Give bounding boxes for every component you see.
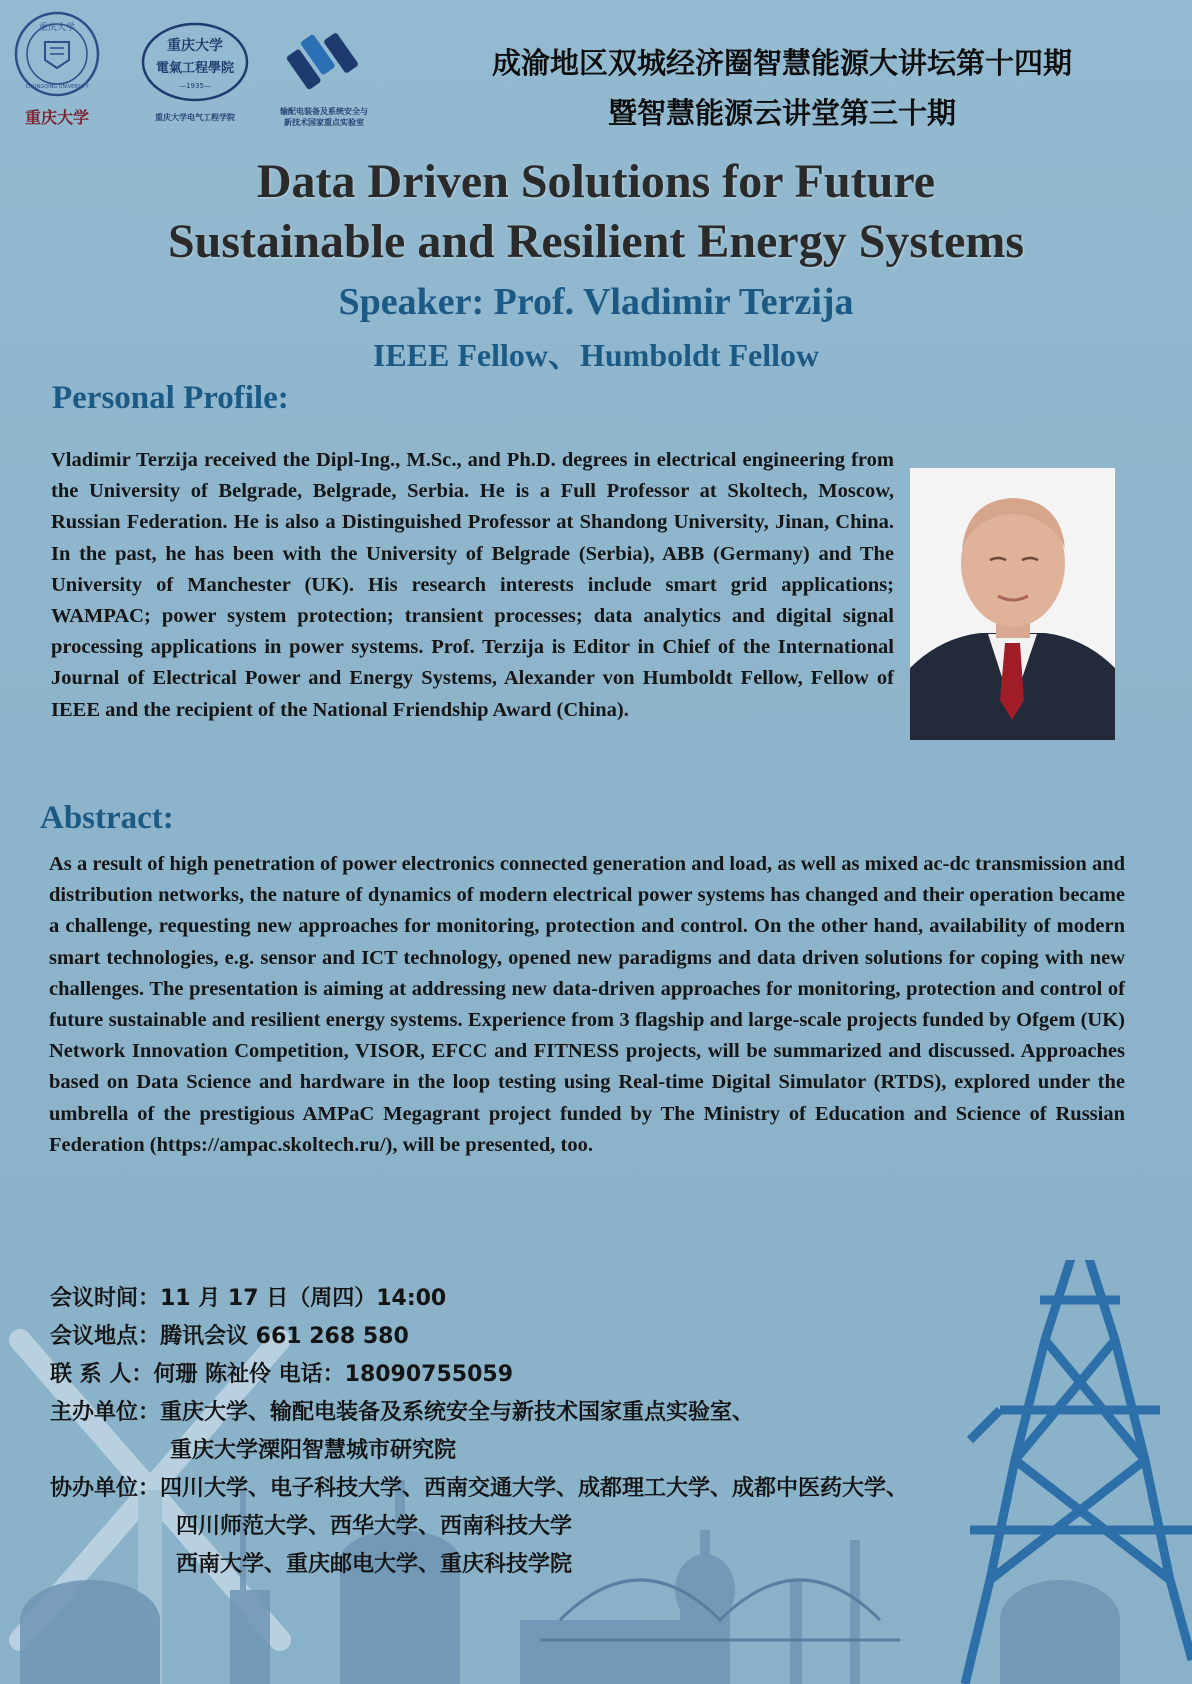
profile-text: Vladimir Terzija received the Dipl-Ing., M.Sc., and Ph.D. degrees in electrical engineering from the University of Belgrade, Belgrade, Serbia. He is a Full Professor at Skoltech, Moscow, Russian Federation. He is also a Distinguished Professor at Shandong University, Jinan, China. In the past, he has been with the University of Belgrade (Serbia), ABB (Germany) and The University of Manchester (UK). His research interests include smart grid applications; WAMPAC; power system protection; transient processes; data analytics and digital signal processing applications in power systems. Prof. Terzija is Editor in Chief of the International Journal of Electrical Power and Energy Systems, Alexander von Humboldt Fellow, Fellow of IEEE and the recipient of the National Friendship Award (China).	[51, 449, 894, 721]
meeting-time: 会议时间：11 月 17 日（周四）14:00	[50, 1286, 447, 1311]
profile-heading: Personal Profile:	[52, 380, 289, 416]
header-line-1: 成渝地区双城经济圈智慧能源大讲坛第十四期	[491, 46, 1072, 80]
abstract-text: As a result of high penetration of power electronics connected generation and load, as well as mixed ac-dc transmission and distribution networks, the nature of dynamics of modern electrical power systems has changed and their operation became a challenge, requesting new approaches for monitoring, protection and control. On the other hand, availability of modern smart technologies, e.g. sensor and ICT technology, opened new paradigms and data driven solutions for coping with new challenges. The presentation is aiming at addressing new data-driven approaches for monitoring, protection and control of future sustainable and resilient energy systems. Experience from 3 flagship and large-scale projects funded by Ofgem (UK) Network Innovation Competition, VISOR, EFCC and FITNESS projects, will be summarized and discussed. Approaches based on Data Science and hardware in the loop testing using Real-time Digital Simulator (RTDS), explored under the umbrella of the prestigious AMPaC Megagrant project funded by The Ministry of Education and Science of Russian Federation (https://ampac.skoltech.ru/), will be presented, too.	[49, 853, 1125, 1156]
event-series-header	[402, 38, 1162, 138]
ee-school-caption: 重庆大学电气工程学院	[155, 113, 235, 122]
host-units-line-2: 重庆大学溧阳智慧城市研究院	[170, 1438, 457, 1463]
speaker-name: Speaker: Prof. Vladimir Terzija	[338, 281, 854, 323]
co-host-units-line-2: 四川师范大学、西华大学、西南科技大学	[176, 1514, 573, 1539]
meeting-info	[50, 1280, 908, 1584]
cqu-seal-ring-text: CHONGQING UNIVERSITY	[25, 84, 89, 90]
ee-badge-school: 電氣工程學院	[155, 61, 235, 76]
speaker-fellowships: IEEE Fellow、Humboldt Fellow	[372, 337, 820, 373]
host-units-line-1: 主办单位：重庆大学、输配电装备及系统安全与新技术国家重点实验室、	[50, 1400, 755, 1425]
title-line-2: Sustainable and Resilient Energy Systems	[167, 215, 1025, 268]
title-line-1: Data Driven Solutions for Future	[256, 155, 936, 208]
speaker-photo	[910, 468, 1115, 740]
co-host-units-line-3: 西南大学、重庆邮电大学、重庆科技学院	[176, 1552, 573, 1577]
abstract-heading: Abstract:	[40, 800, 174, 836]
cqu-seal-name: 重庆大学	[38, 23, 76, 33]
lab-caption-line-2: 新技术国家重点实验室	[284, 118, 364, 127]
ee-badge-name: 重庆大学	[167, 38, 223, 54]
lab-caption-line-1: 输配电装备及系统安全与	[280, 107, 368, 116]
lecture-title	[0, 152, 1192, 272]
meeting-contact: 联 系 人：何珊 陈祉伶 电话：18090755059	[50, 1362, 514, 1387]
state-key-lab-logo	[262, 22, 386, 132]
header-line-2: 暨智慧能源云讲堂第三十期	[607, 96, 956, 130]
co-host-units-line-1: 协办单位：四川大学、电子科技大学、西南交通大学、成都理工大学、成都中医药大学、	[50, 1476, 909, 1501]
ee-badge-year: —1935—	[179, 82, 211, 90]
electrical-engineering-school-logo	[135, 20, 255, 125]
ee-school-badge-icon	[135, 20, 255, 108]
cqu-calligraphy-name: 重庆大学	[24, 108, 90, 127]
lab-emblem-icon	[262, 22, 386, 98]
university-seal-icon	[12, 8, 102, 133]
meeting-place: 会议地点：腾讯会议 661 268 580	[50, 1324, 409, 1349]
speaker-portrait-icon	[910, 468, 1115, 740]
chongqing-university-logo	[12, 8, 102, 133]
